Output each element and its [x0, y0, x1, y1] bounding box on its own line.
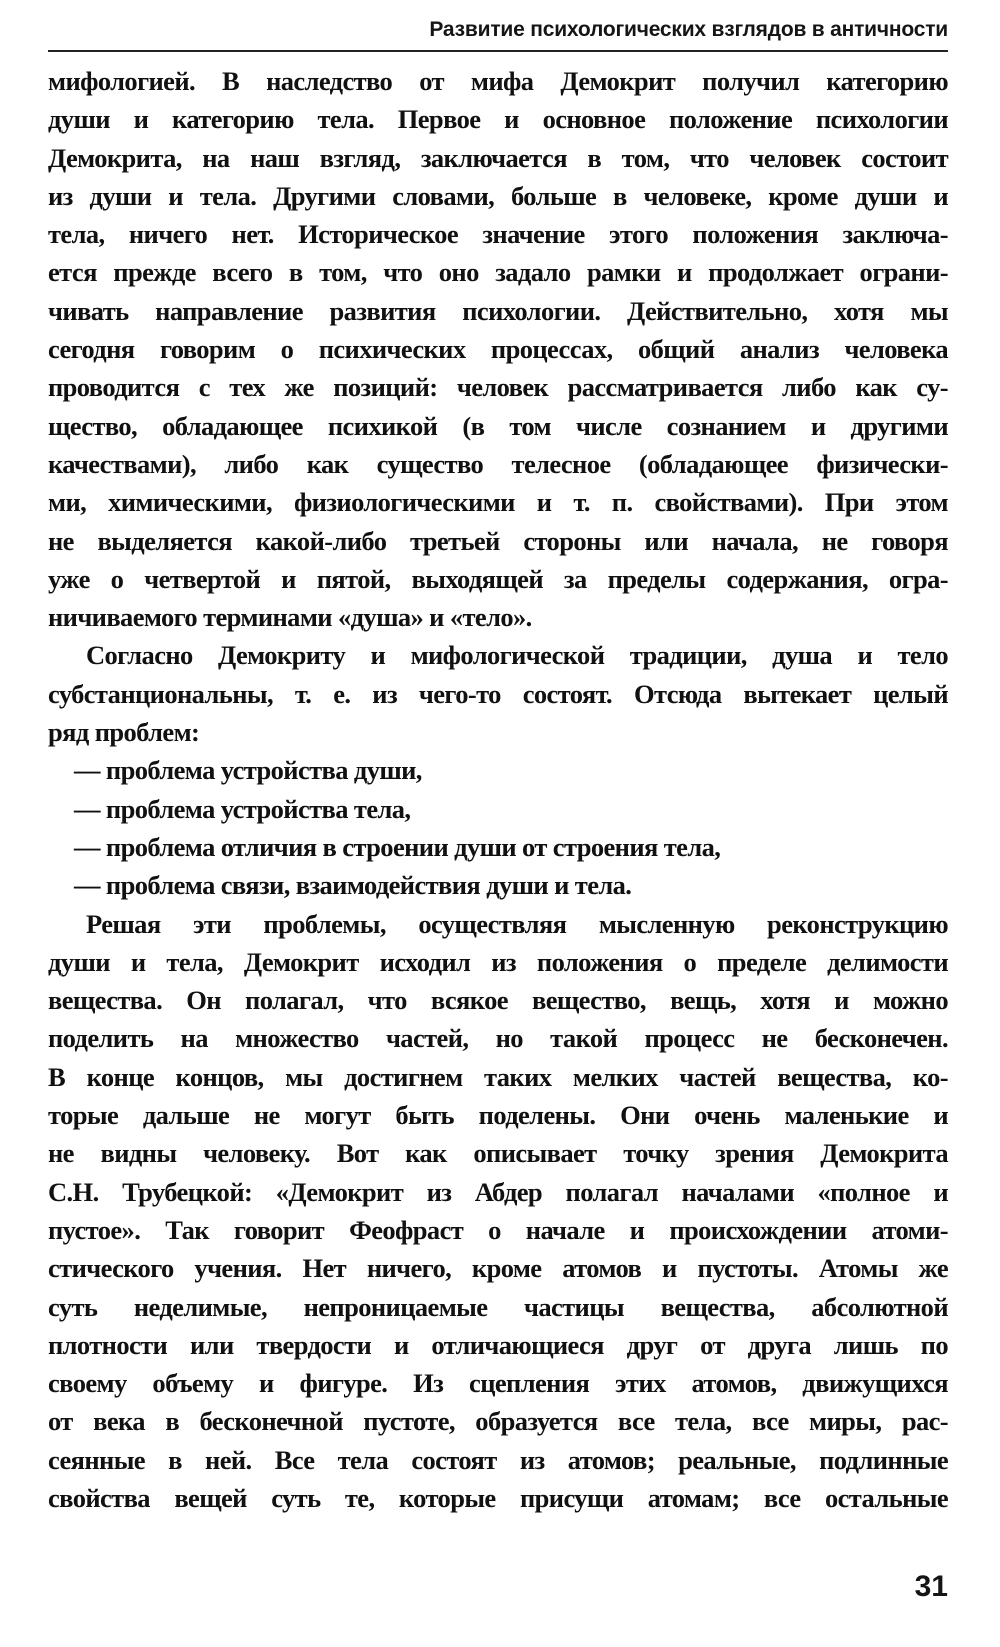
text-line: своему объему и фигуре. Из сцепления этих атомов, движущихся	[48, 1368, 948, 1399]
text-line: Демокрита, на наш взгляд, заключается в том, что человек состоит	[48, 142, 948, 173]
text-line: В конце концов, мы достигнем таких мелких частей вещества, ко-	[48, 1061, 948, 1092]
header-rule	[48, 50, 948, 52]
text-line: качествами), либо как существо телесное (обладающее физически-	[48, 448, 948, 479]
list-item: — проблема устройства тела,	[74, 793, 411, 824]
text-line: мифологией. В наследство от мифа Демокрит получил категорию	[48, 66, 948, 96]
list-item: — проблема отличия в строении души от строения тела,	[74, 831, 721, 862]
text-line: от века в бесконечной пустоте, образуется все тела, все миры, рас-	[48, 1406, 948, 1437]
text-line: стического учения. Нет ничего, кроме атомов и пустоты. Атомы же	[48, 1253, 948, 1284]
text-line: тела, ничего нет. Историческое значение этого положения заключа-	[48, 219, 948, 250]
text-line: чивать направление развития психологии. Действительно, хотя мы	[48, 295, 948, 326]
paragraph-2	[48, 636, 948, 751]
text-line: свойства вещей суть те, которые присущи атомам; все остальные	[48, 1482, 948, 1513]
text-line: плотности или твердости и отличающиеся друг от друга лишь по	[48, 1329, 948, 1360]
text-line: поделить на множество частей, но такой процесс не бесконечен.	[48, 1023, 948, 1054]
text-line: С.Н. Трубецкой: «Демокрит из Абдер полагал началами «полное и	[48, 1176, 948, 1207]
paragraph-1	[48, 62, 948, 636]
text-line: души и тела, Демокрит исходил из положения о пределе делимости	[48, 946, 948, 977]
text-line: души и категорию тела. Первое и основное положение психологии	[48, 104, 948, 135]
text-line: Решая эти проблемы, осуществляя мысленную реконструкцию	[86, 908, 948, 939]
text-line: сеянные в ней. Все тела состоят из атомов; реальные, подлинные	[48, 1444, 948, 1475]
text-line: не видны человеку. Вот как описывает точку зрения Демокрита	[48, 1138, 948, 1169]
text-line: не выделяется какой-либо третьей стороны или начала, не говоря	[48, 525, 948, 556]
text-line: вещества. Он полагал, что всякое вещество, вещь, хотя и можно	[48, 985, 948, 1016]
body-text	[48, 62, 948, 1517]
text-line: из души и тела. Другими словами, больше в человеке, кроме души и	[48, 180, 948, 211]
text-line: ется прежде всего в том, что оно задало рамки и продолжает ограни-	[48, 257, 948, 288]
text-line: ми, химическими, физиологическими и т. п. свойствами). При этом	[48, 487, 948, 518]
list-item: — проблема связи, взаимодействия души и тела.	[74, 870, 632, 901]
text-line: субстанциональны, т. е. из чего-то состоят. Отсюда вытекает целый	[48, 678, 948, 709]
list-item: — проблема устройства души,	[74, 755, 422, 786]
text-line: сегодня говорим о психических процессах, общий анализ человека	[48, 334, 948, 365]
text-line: проводится с тех же позиций: человек рассматривается либо как су-	[48, 372, 948, 403]
running-header: Развитие психологических взглядов в античности	[429, 18, 948, 41]
text-line: уже о четвертой и пятой, выходящей за пределы содержания, огра-	[48, 563, 948, 594]
text-line: ничиваемого терминами «душа» и «тело».	[48, 602, 532, 633]
problem-list	[48, 751, 948, 904]
text-line: ряд проблем:	[48, 717, 200, 748]
text-line: Согласно Демокриту и мифологической традиции, душа и тело	[86, 640, 948, 671]
page-number: 31	[914, 1570, 948, 1603]
text-line: торые дальше не могут быть поделены. Они очень маленькие и	[48, 1100, 948, 1131]
text-line: щество, обладающее психикой (в том числе сознанием и другими	[48, 410, 948, 441]
text-line: суть неделимые, непроницаемые частицы вещества, абсолютной	[48, 1291, 948, 1322]
text-line: пустое». Так говорит Феофраст о начале и происхождении атоми-	[48, 1214, 948, 1245]
paragraph-3	[48, 905, 948, 1518]
